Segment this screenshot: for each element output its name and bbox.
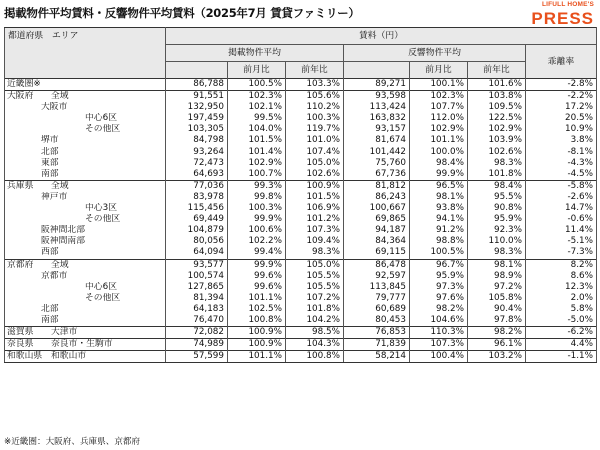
row-cell: 101.4% [228,147,286,158]
row-cell: 99.9% [228,259,286,271]
row-cell: 64,693 [166,169,228,181]
header-inquired-mom: 前月比 [410,62,468,79]
row-cell: -4.3% [526,158,597,169]
header-gap: 乖離率 [526,45,597,79]
row-cell: 89,271 [344,79,410,91]
row-label: 中心6区 [5,113,166,124]
row-cell: 2.0% [526,293,597,304]
rent-table [4,27,597,363]
table-row [5,91,597,103]
row-cell: 98.3% [468,158,526,169]
row-cell: 99.3% [228,180,286,192]
row-cell: -2.6% [526,192,597,203]
row-cell: 8.2% [526,259,597,271]
row-label: 西部 [5,247,166,259]
row-cell: 64,183 [166,304,228,315]
row-cell: 92,597 [344,271,410,282]
row-label: 大阪府 全域 [5,91,166,103]
row-cell: 84,798 [166,135,228,146]
row-cell: 99.5% [228,113,286,124]
row-cell: 4.4% [526,339,597,351]
table-row [5,271,597,282]
row-cell: 100.9% [228,327,286,339]
row-cell: 69,115 [344,247,410,259]
row-cell: 110.0% [468,236,526,247]
row-cell: 110.2% [286,102,344,113]
table-row [5,203,597,214]
table-row [5,259,597,271]
row-cell: 81,394 [166,293,228,304]
row-cell: 127,865 [166,282,228,293]
row-label: 奈良県 奈良市・生駒市 [5,339,166,351]
row-cell: 101.6% [468,79,526,91]
header-rent: 賃料（円） [166,28,597,45]
row-cell: 104.2% [286,315,344,327]
table-row [5,339,597,351]
row-cell: -2.8% [526,79,597,91]
row-cell: 10.9% [526,124,597,135]
row-cell: 91.2% [410,225,468,236]
row-cell: 109.4% [286,236,344,247]
row-cell: 101.1% [228,351,286,363]
row-cell: 103.9% [468,135,526,146]
row-cell: 100,574 [166,271,228,282]
row-cell: 90.4% [468,304,526,315]
row-cell: 57,599 [166,351,228,363]
table-row [5,351,597,363]
header-inquired-value [344,62,410,79]
row-cell: 103,305 [166,124,228,135]
row-cell: 102.2% [228,236,286,247]
table-row [5,102,597,113]
row-cell: 93,598 [344,91,410,103]
row-cell: 103.3% [286,79,344,91]
row-cell: 71,839 [344,339,410,351]
row-cell: 98.4% [468,180,526,192]
row-cell: 86,478 [344,259,410,271]
table-row [5,113,597,124]
row-cell: 100.1% [410,79,468,91]
row-cell: -1.1% [526,351,597,363]
row-cell: 101,442 [344,147,410,158]
row-cell: 98.8% [410,236,468,247]
row-cell: -5.1% [526,236,597,247]
row-cell: 113,845 [344,282,410,293]
row-cell: 99.4% [228,247,286,259]
table-row [5,158,597,169]
row-cell: 98.3% [468,247,526,259]
row-cell: 105.8% [468,293,526,304]
row-cell: 79,777 [344,293,410,304]
row-label: その他区 [5,124,166,135]
row-cell: 98.1% [468,259,526,271]
row-cell: -7.3% [526,247,597,259]
row-cell: 107.3% [286,225,344,236]
row-cell: 100.4% [410,351,468,363]
row-cell: 14.7% [526,203,597,214]
row-cell: 67,736 [344,169,410,181]
row-cell: 58,214 [344,351,410,363]
row-cell: 75,760 [344,158,410,169]
row-cell: 76,853 [344,327,410,339]
row-cell: 77,036 [166,180,228,192]
row-cell: 94,187 [344,225,410,236]
row-cell: 95.5% [468,192,526,203]
header-listed-value [166,62,228,79]
logo-wordmark: PRESS [531,8,594,28]
table-row [5,124,597,135]
table-row [5,192,597,203]
row-cell: 101.0% [286,135,344,146]
row-cell: 101.5% [286,192,344,203]
row-cell: 100.9% [228,339,286,351]
row-cell: 105.6% [286,91,344,103]
table-row [5,180,597,192]
row-cell: 119.7% [286,124,344,135]
row-cell: 64,094 [166,247,228,259]
row-cell: 102.5% [228,304,286,315]
row-cell: 100.5% [410,247,468,259]
row-cell: 72,082 [166,327,228,339]
row-cell: 72,473 [166,158,228,169]
row-cell: -0.6% [526,214,597,225]
row-cell: 98.1% [410,192,468,203]
row-cell: 93,157 [344,124,410,135]
row-cell: 132,950 [166,102,228,113]
row-label: 阪神間北部 [5,225,166,236]
row-cell: 102.3% [228,91,286,103]
row-cell: 80,056 [166,236,228,247]
row-cell: 11.4% [526,225,597,236]
row-cell: 93.8% [410,203,468,214]
row-cell: 105.0% [286,158,344,169]
row-cell: 95.9% [410,271,468,282]
row-label: 神戸市 [5,192,166,203]
row-cell: 104,879 [166,225,228,236]
row-cell: -8.1% [526,147,597,158]
row-cell: 107.2% [286,293,344,304]
row-cell: 95.9% [468,214,526,225]
row-label: 京都市 [5,271,166,282]
row-cell: 96.1% [468,339,526,351]
row-cell: 86,788 [166,79,228,91]
row-label: その他区 [5,293,166,304]
row-label: 阪神間南部 [5,236,166,247]
header-area: 都道府県 エリア [5,28,166,79]
row-cell: 86,243 [344,192,410,203]
row-cell: 96.7% [410,259,468,271]
row-cell: -6.2% [526,327,597,339]
row-label: その他区 [5,214,166,225]
row-cell: 101.8% [468,169,526,181]
row-cell: 109.5% [468,102,526,113]
row-cell: 84,364 [344,236,410,247]
row-cell: 100.3% [286,113,344,124]
header-inquired-yoy: 前年比 [468,62,526,79]
row-label: 南部 [5,315,166,327]
row-cell: 74,989 [166,339,228,351]
row-cell: 100.6% [228,225,286,236]
footnote: ※近畿圏：大阪府、兵庫県、京都府 [4,437,141,447]
row-cell: 101.5% [228,135,286,146]
row-cell: 17.2% [526,102,597,113]
row-cell: 98.2% [410,304,468,315]
row-cell: 102.9% [228,158,286,169]
row-cell: 81,812 [344,180,410,192]
row-cell: -5.8% [526,180,597,192]
row-cell: 83,978 [166,192,228,203]
row-cell: 81,674 [344,135,410,146]
row-cell: 8.6% [526,271,597,282]
row-cell: 103.8% [468,91,526,103]
row-cell: 90.8% [468,203,526,214]
row-cell: 100.5% [228,79,286,91]
table-row [5,293,597,304]
row-cell: 101.1% [410,135,468,146]
row-cell: 103.2% [468,351,526,363]
header-inquired: 反響物件平均 [344,45,526,62]
table-row [5,225,597,236]
row-cell: 102.6% [468,147,526,158]
table-row [5,327,597,339]
row-cell: 105.5% [286,282,344,293]
row-cell: -2.2% [526,91,597,103]
row-cell: 104.0% [228,124,286,135]
page-title: 掲載物件平均賃料・反響物件平均賃料（2025年7月 賃貸ファミリー） [4,6,360,20]
row-cell: 5.8% [526,304,597,315]
row-cell: 69,449 [166,214,228,225]
row-cell: 122.5% [468,113,526,124]
row-cell: 98.4% [410,158,468,169]
row-cell: 101.1% [228,293,286,304]
row-cell: 110.3% [410,327,468,339]
brand-logo [531,2,594,27]
table-row [5,236,597,247]
row-cell: 113,424 [344,102,410,113]
row-cell: 93,264 [166,147,228,158]
row-cell: 100.8% [286,351,344,363]
header-listed-mom: 前月比 [228,62,286,79]
row-cell: 102.9% [410,124,468,135]
row-cell: 96.5% [410,180,468,192]
table-row [5,79,597,91]
row-cell: 92.3% [468,225,526,236]
row-cell: 98.3% [286,247,344,259]
row-cell: 98.5% [286,327,344,339]
row-cell: 99.9% [410,169,468,181]
row-cell: 102.1% [228,102,286,113]
row-cell: 76,470 [166,315,228,327]
row-cell: 99.8% [228,192,286,203]
row-label: 京都府 全域 [5,259,166,271]
header-listed-yoy: 前年比 [286,62,344,79]
row-label: 和歌山県 和歌山市 [5,351,166,363]
row-cell: -4.5% [526,169,597,181]
table-row [5,147,597,158]
row-cell: 99.9% [228,214,286,225]
row-cell: 100.7% [228,169,286,181]
row-cell: 106.9% [286,203,344,214]
table-row [5,169,597,181]
row-label: 中心6区 [5,282,166,293]
row-cell: 100,667 [344,203,410,214]
table-row [5,214,597,225]
row-cell: 3.8% [526,135,597,146]
table-row [5,315,597,327]
table-row [5,282,597,293]
row-label: 南部 [5,169,166,181]
row-cell: 104.3% [286,339,344,351]
row-cell: 107.7% [410,102,468,113]
table-row [5,135,597,146]
row-label: 北部 [5,304,166,315]
row-cell: 60,689 [344,304,410,315]
row-cell: 107.4% [286,147,344,158]
row-cell: 93,577 [166,259,228,271]
row-label: 滋賀県 大津市 [5,327,166,339]
row-cell: 97.3% [410,282,468,293]
row-cell: 101.2% [286,214,344,225]
row-label: 近畿圏※ [5,79,166,91]
row-cell: 98.9% [468,271,526,282]
logo-tagline: LIFULL HOME'S [541,1,594,8]
row-label: 兵庫県 全域 [5,180,166,192]
row-cell: -5.0% [526,315,597,327]
row-cell: 100.0% [410,147,468,158]
row-cell: 20.5% [526,113,597,124]
row-cell: 91,551 [166,91,228,103]
row-cell: 99.6% [228,282,286,293]
row-cell: 97.8% [468,315,526,327]
row-cell: 97.2% [468,282,526,293]
row-label: 東部 [5,158,166,169]
row-label: 堺市 [5,135,166,146]
row-cell: 100.8% [228,315,286,327]
row-cell: 69,865 [344,214,410,225]
row-cell: 102.6% [286,169,344,181]
row-cell: 105.0% [286,259,344,271]
row-label: 北部 [5,147,166,158]
row-cell: 105.5% [286,271,344,282]
row-label: 中心3区 [5,203,166,214]
row-cell: 101.8% [286,304,344,315]
row-cell: 99.6% [228,271,286,282]
header-listed: 掲載物件平均 [166,45,344,62]
row-cell: 115,456 [166,203,228,214]
row-cell: 94.1% [410,214,468,225]
row-cell: 104.6% [410,315,468,327]
row-cell: 12.3% [526,282,597,293]
row-cell: 100.9% [286,180,344,192]
row-cell: 112.0% [410,113,468,124]
table-row [5,304,597,315]
row-cell: 98.2% [468,327,526,339]
row-cell: 97.6% [410,293,468,304]
row-cell: 197,459 [166,113,228,124]
row-label: 大阪市 [5,102,166,113]
table-row [5,247,597,259]
row-cell: 163,832 [344,113,410,124]
row-cell: 100.3% [228,203,286,214]
row-cell: 102.3% [410,91,468,103]
row-cell: 102.9% [468,124,526,135]
row-cell: 107.3% [410,339,468,351]
row-cell: 80,453 [344,315,410,327]
